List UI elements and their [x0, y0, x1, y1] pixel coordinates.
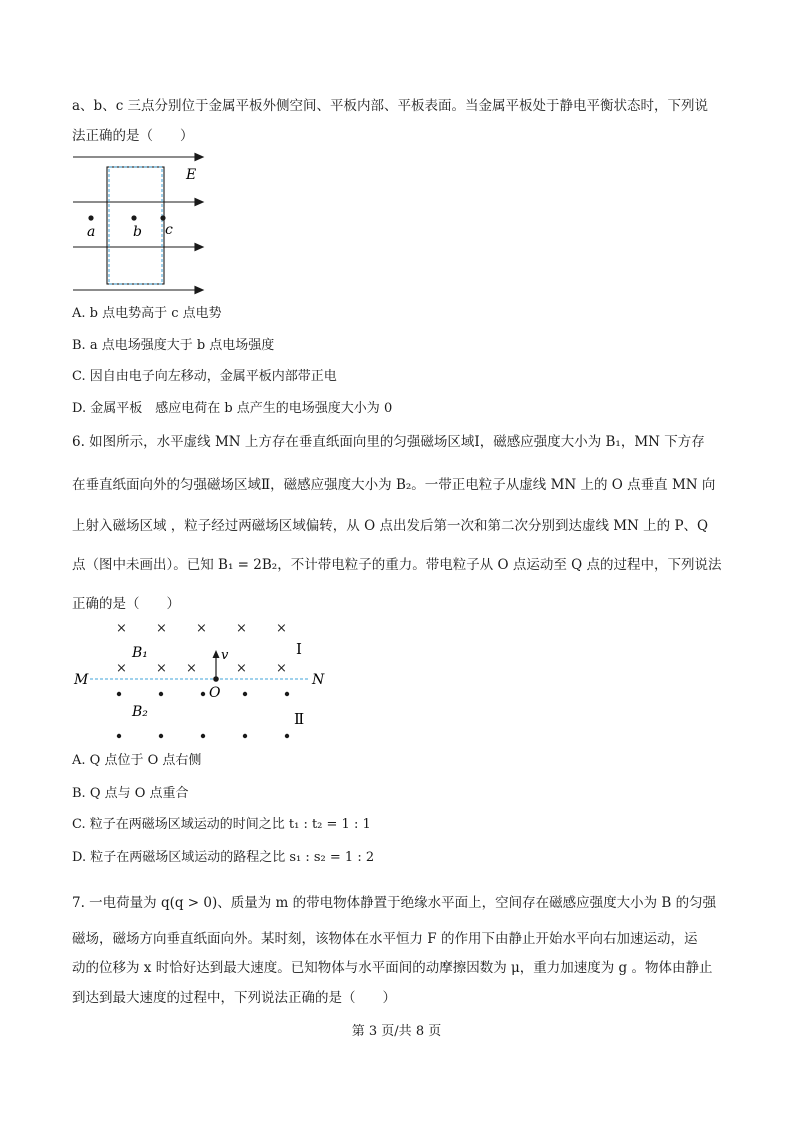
label-a: a	[87, 224, 96, 240]
cross-mark: ×	[186, 661, 197, 676]
q6-line-2: 在垂直纸面向外的匀强磁场区域Ⅱ，磁感应强度大小为 B₂。一带正电粒子从虚线 MN 上的 O 点垂直 MN 向	[72, 477, 716, 493]
q6-option-c: C. 粒子在两磁场区域运动的时间之比 t₁ : t₂ = 1 : 1	[72, 817, 371, 832]
velocity-arrowhead	[213, 650, 220, 658]
dot-mark	[285, 692, 289, 696]
label-b: b	[133, 224, 142, 240]
q6-option-b: B. Q 点与 O 点重合	[72, 786, 189, 801]
metal-plate	[107, 167, 164, 284]
q5-option-a: A. b 点电势高于 c 点电势	[72, 306, 222, 321]
page-number: 第 3 页/共 8 页	[351, 1024, 442, 1039]
point-a	[88, 215, 93, 220]
point-O	[213, 676, 219, 682]
arrowhead	[195, 244, 203, 251]
label-region-I: Ⅰ	[296, 640, 302, 658]
q6-line-5: 正确的是（ ）	[72, 596, 180, 612]
label-region-II: Ⅱ	[294, 710, 305, 728]
dot-mark	[117, 734, 121, 738]
label-N: N	[312, 672, 325, 688]
dot-mark	[243, 692, 247, 696]
q5-option-d: D. 金属平板 感应电荷在 b 点产生的电场强度大小为 0	[72, 401, 393, 416]
label-E: E	[186, 167, 197, 183]
dot-mark	[285, 734, 289, 738]
label-B1: B₁	[132, 645, 148, 661]
cross-mark: ×	[276, 661, 287, 676]
cross-mark: ×	[116, 661, 127, 676]
q5-stem-line-2: 法正确的是（ ）	[72, 128, 194, 144]
arrowhead	[195, 287, 203, 294]
q7-line-3: 动的位移为 x 时恰好达到最大速度。已知物体与水平面间的动摩擦因数为 μ，重力加速度为 g 。物体由静止	[72, 960, 713, 976]
q6-line-4: 点（图中未画出）。已知 B₁ = 2B₂，不计带电粒子的重力。带电粒子从 O 点运动至 Q 点的过程中，下列说法	[72, 557, 722, 573]
cross-mark: ×	[276, 621, 287, 636]
dot-mark	[159, 692, 163, 696]
cross-mark: ×	[156, 661, 167, 676]
dot-mark	[117, 692, 121, 696]
q6-option-d: D. 粒子在两磁场区域运动的路程之比 s₁ : s₂ = 1 : 2	[72, 850, 375, 865]
cross-mark: ×	[236, 661, 247, 676]
cross-mark: ×	[236, 621, 247, 636]
label-c: c	[165, 222, 173, 238]
arrowhead	[195, 154, 203, 161]
q7-line-1: 7. 一电荷量为 q(q > 0)、质量为 m 的带电物体静置于绝缘水平面上，空间存在磁感应强度大小为 B 的匀强	[72, 895, 717, 911]
q7-line-4: 到达到最大速度的过程中，下列说法正确的是（ ）	[72, 990, 396, 1006]
plate-dashed-outline	[109, 167, 162, 284]
q6-line-3: 上射入磁场区域 ，粒子经过两磁场区域偏转，从 O 点出发后第一次和第二次分别到达虚线 MN 上的 P、Q	[72, 518, 709, 534]
label-O: O	[209, 685, 221, 701]
cross-mark: ×	[196, 621, 207, 636]
q5-option-b: B. a 点电场强度大于 b 点电场强度	[72, 338, 275, 353]
arrowhead	[195, 199, 203, 206]
label-B2: B₂	[132, 704, 148, 720]
dot-mark	[159, 734, 163, 738]
cross-mark: ×	[116, 621, 127, 636]
label-v: v	[221, 648, 229, 663]
point-b	[131, 215, 136, 220]
q7-line-2: 磁场，磁场方向垂直纸面向外。某时刻，该物体在水平恒力 F 的作用下由静止开始水平向右加速运动，运	[72, 931, 698, 947]
q6-option-a: A. Q 点位于 O 点右侧	[72, 753, 202, 768]
dot-mark	[243, 734, 247, 738]
point-c	[160, 215, 165, 220]
q6-line-1: 6. 如图所示，水平虚线 MN 上方存在垂直纸面向里的匀强磁场区域Ⅰ，磁感应强度大小为 B₁，MN 下方存	[72, 434, 705, 450]
dot-mark	[201, 692, 205, 696]
dot-mark	[201, 734, 205, 738]
label-M: M	[74, 672, 89, 688]
q5-option-c: C. 因自由电子向左移动，金属平板内部带正电	[72, 369, 337, 384]
q5-stem-line-1: a、b、c 三点分别位于金属平板外侧空间、平板内部、平板表面。当金属平板处于静电平衡状态时，下列说	[72, 98, 709, 114]
cross-mark: ×	[156, 621, 167, 636]
